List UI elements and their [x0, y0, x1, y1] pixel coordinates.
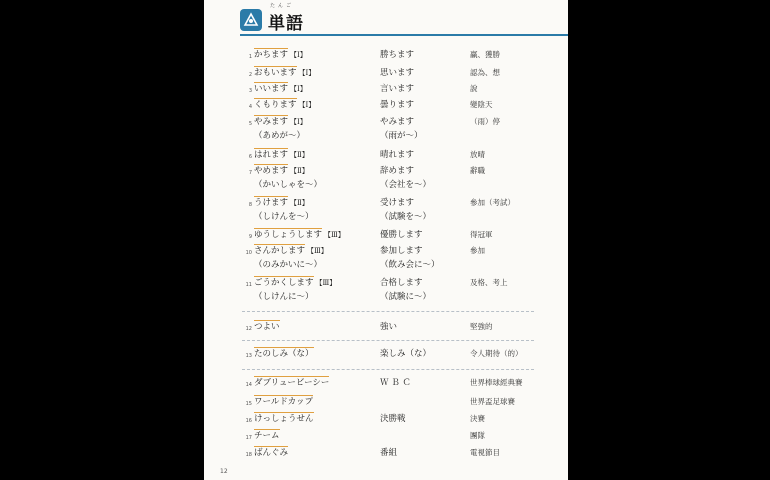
entry-number: 16: [245, 418, 252, 424]
kana-reading: ごうかくします: [254, 278, 314, 288]
kanji-word: 思います: [380, 68, 415, 78]
chinese-meaning: 參加（考試）: [470, 198, 515, 207]
kana-cell: [254, 448, 288, 458]
title-ruby: たんご: [270, 3, 295, 9]
kanji-phrase: （飲み会に～）: [380, 260, 440, 270]
kana-cell: [254, 349, 314, 359]
kana-cell: [254, 278, 336, 288]
section-title: 単語: [268, 14, 304, 34]
entry-number: 12: [245, 326, 252, 332]
kanji-word: 優勝します: [380, 230, 423, 240]
kana-reading: くもります: [254, 100, 297, 110]
kana-phrase: （あめが～）: [254, 131, 306, 141]
kana-reading: やみます: [254, 117, 289, 127]
verb-group: 【Ⅱ】: [290, 199, 309, 207]
entry-number: 10: [245, 250, 252, 256]
kana-cell: [254, 84, 307, 94]
kanji-word: 番組: [380, 448, 398, 458]
entry-number: 8: [248, 202, 252, 208]
entry-number: 4: [248, 104, 252, 110]
verb-group: 【Ⅱ】: [290, 151, 309, 159]
kana-phrase: （しけんを～）: [254, 212, 314, 222]
kana-reading: かちます: [254, 50, 289, 60]
kana-cell: [254, 198, 309, 208]
kanji-phrase: （会社を～）: [380, 180, 432, 190]
entry-number: 14: [245, 382, 252, 388]
kana-reading: うけます: [254, 198, 289, 208]
entry-number: 7: [248, 170, 252, 176]
kana-phrase: （のみかいに～）: [254, 260, 323, 270]
chinese-meaning: 辭職: [470, 166, 485, 175]
entry-number: 17: [245, 435, 252, 441]
kana-cell: [254, 246, 328, 256]
kana-cell: [254, 431, 280, 441]
kana-reading: おもいます: [254, 68, 297, 78]
kanji-word: 辞めます: [380, 166, 415, 176]
kanji-phrase: （試験を～）: [380, 212, 432, 222]
kana-reading: さんかします: [254, 246, 306, 256]
entry-number: 11: [245, 282, 252, 288]
chinese-meaning: 得冠軍: [470, 230, 493, 239]
kana-reading: つよい: [254, 322, 280, 332]
kana-reading: はれます: [254, 150, 289, 160]
kanji-word: 参加します: [380, 246, 423, 256]
entry-number: 2: [248, 72, 252, 78]
chinese-meaning: 及格、考上: [470, 278, 508, 287]
kana-cell: [254, 150, 309, 160]
kana-cell: [254, 50, 307, 60]
verb-group: 【Ⅰ】: [298, 69, 316, 77]
kanji-word: 言います: [380, 84, 415, 94]
kanji-word: 合格します: [380, 278, 423, 288]
chinese-meaning: 贏、獲勝: [470, 50, 500, 59]
entry-number: 13: [245, 353, 252, 359]
kana-reading: ワールドカップ: [254, 397, 313, 407]
chinese-meaning: 變陰天: [470, 100, 493, 109]
textbook-page: [204, 0, 568, 480]
kanji-word: 勝ちます: [380, 50, 415, 60]
verb-group: 【Ⅲ】: [315, 279, 337, 287]
kanji-word: 強い: [380, 322, 398, 332]
verb-group: 【Ⅰ】: [290, 118, 307, 126]
kana-cell: [254, 100, 315, 110]
kana-reading: けっしょうせん: [254, 414, 314, 424]
kana-cell: [254, 166, 309, 176]
verb-group: 【Ⅲ】: [324, 231, 345, 239]
kanji-phrase: （雨が～）: [380, 131, 423, 141]
chinese-meaning: 世界棒球經典賽: [470, 378, 523, 387]
kana-reading: ゆうしょうします: [254, 230, 323, 240]
kana-phrase: （かいしゃを～）: [254, 180, 323, 190]
chinese-meaning: 電視節目: [470, 448, 500, 457]
kana-cell: [254, 230, 345, 240]
kana-reading: ダブリュービーシー: [254, 378, 330, 388]
chinese-meaning: 團隊: [470, 431, 485, 440]
entry-number: 5: [248, 121, 252, 127]
entry-number: 1: [248, 54, 252, 60]
kana-cell: [254, 378, 329, 388]
verb-group: 【Ⅰ】: [290, 51, 307, 59]
entry-number: 18: [245, 452, 252, 458]
kanji-word: 受けます: [380, 198, 415, 208]
kana-cell: [254, 68, 315, 78]
vocabulary-list: [204, 0, 568, 480]
chinese-meaning: 世界盃足球賽: [470, 397, 515, 406]
verb-group: 【Ⅲ】: [307, 247, 328, 255]
entry-number: 3: [248, 88, 252, 94]
entry-number: 6: [248, 154, 252, 160]
kanji-word: 晴れます: [380, 150, 415, 160]
group-separator: [242, 340, 534, 341]
entry-number: 15: [245, 401, 252, 407]
kana-cell: [254, 397, 313, 407]
chinese-meaning: 堅強的: [470, 322, 493, 331]
chinese-meaning: 令人期待（的）: [470, 349, 523, 358]
verb-group: 【Ⅱ】: [290, 167, 309, 175]
kanji-word: 曇ります: [380, 100, 415, 110]
kana-phrase: （しけんに～）: [254, 292, 314, 302]
kana-reading: チーム: [254, 431, 280, 441]
verb-group: 【Ⅰ】: [298, 101, 316, 109]
kanji-phrase: （試験に～）: [380, 292, 432, 302]
chinese-meaning: 決賽: [470, 414, 485, 423]
verb-group: 【Ⅰ】: [290, 85, 307, 93]
entry-number: 9: [248, 234, 252, 240]
kana-reading: たのしみ（な）: [254, 349, 314, 359]
kanji-word: 楽しみ（な）: [380, 349, 432, 359]
kanji-word: 決勝戦: [380, 414, 406, 424]
kana-reading: いいます: [254, 84, 289, 94]
kana-cell: [254, 414, 314, 424]
kanji-word: やみます: [380, 117, 415, 127]
kanji-word: Ｗ Ｂ Ｃ: [380, 378, 411, 388]
chinese-meaning: 說: [470, 84, 478, 93]
chinese-meaning: （雨）停: [470, 117, 500, 126]
chinese-meaning: 認為、想: [470, 68, 500, 77]
kana-cell: [254, 322, 280, 332]
kana-reading: ばんぐみ: [254, 448, 289, 458]
page-number: 12: [220, 468, 228, 475]
group-separator: [242, 311, 534, 312]
group-separator: [242, 369, 534, 370]
chinese-meaning: 參加: [470, 246, 485, 255]
kana-cell: [254, 117, 307, 127]
chinese-meaning: 放晴: [470, 150, 485, 159]
kana-reading: やめます: [254, 166, 289, 176]
